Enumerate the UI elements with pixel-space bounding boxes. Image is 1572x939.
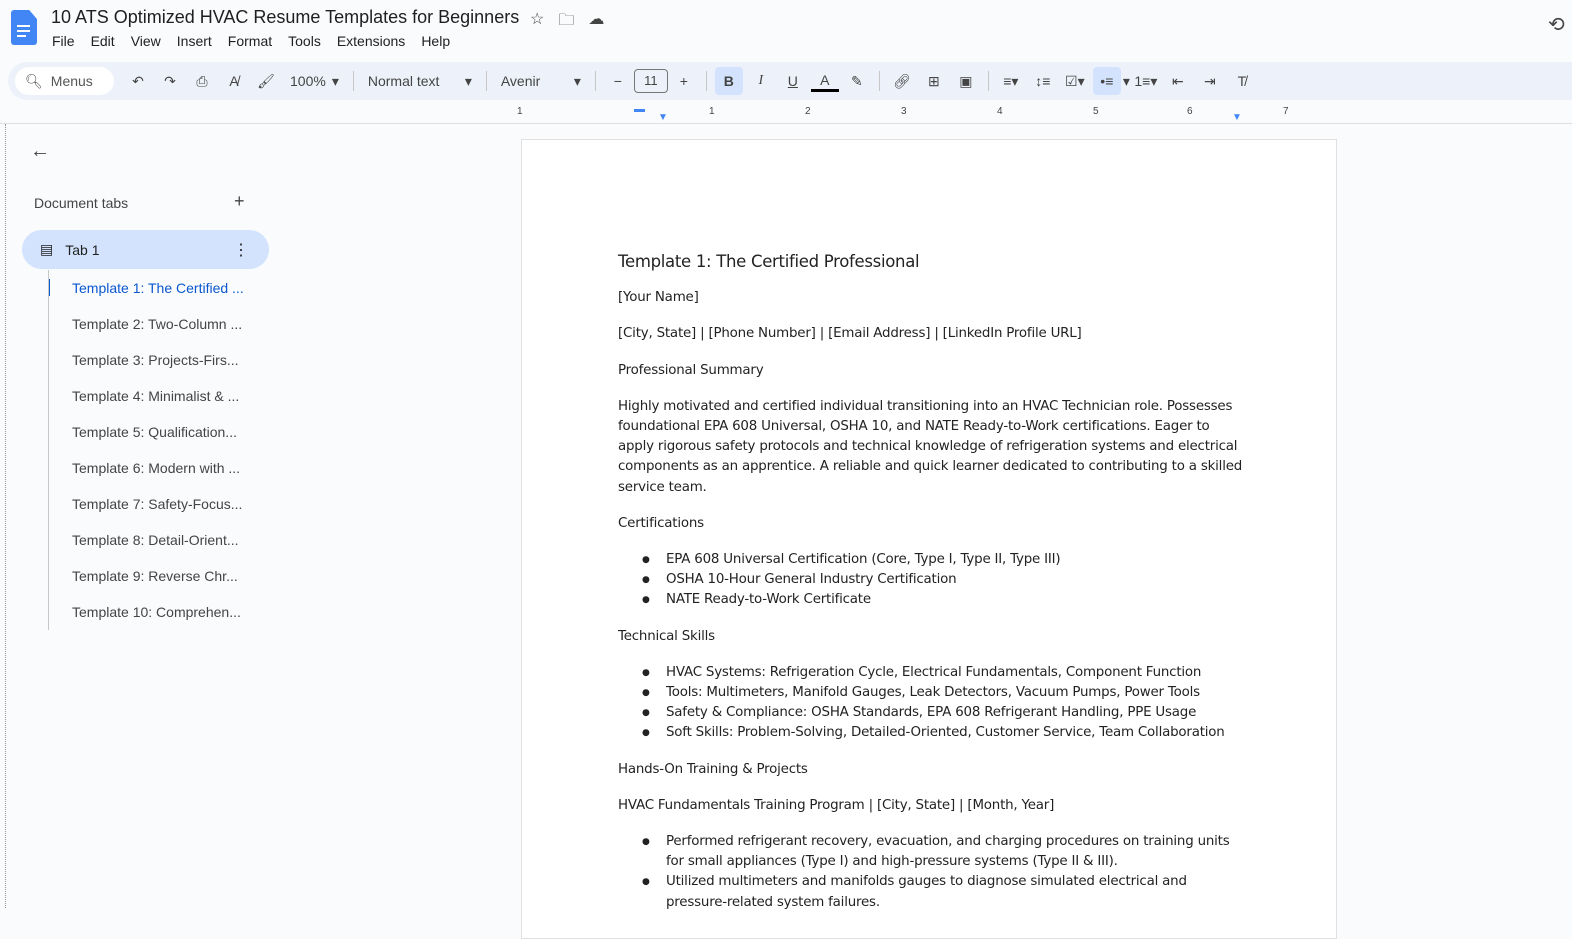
divider <box>988 71 989 91</box>
more-options-icon[interactable]: ⋮ <box>233 241 249 259</box>
insert-image-icon[interactable]: ▣ <box>959 72 973 89</box>
ruler-number: 1 <box>709 106 715 117</box>
name-line: [Your Name] <box>618 290 699 306</box>
document-outline <box>48 270 268 630</box>
right-indent-handle[interactable]: ▼ <box>1232 112 1242 123</box>
outline-item[interactable]: Template 5: Qualification... <box>72 424 237 440</box>
increase-indent-icon[interactable]: ⇥ <box>1204 72 1216 89</box>
section-title: Certifications <box>618 515 704 531</box>
document-tabs-heading: Document tabs <box>34 195 129 211</box>
section-title: Technical Skills <box>618 628 715 644</box>
menu-insert[interactable]: Insert <box>176 33 212 49</box>
vertical-ruler <box>5 124 6 908</box>
list-item: ● Soft Skills: Problem-Solving, Detailed-Oriented, Customer Service, Team Collaboration <box>618 723 1248 743</box>
style-value: Normal text <box>367 73 440 89</box>
zoom-select[interactable] <box>282 73 347 90</box>
menu-file[interactable]: File <box>52 33 75 49</box>
contact-line: [City, State] | [Phone Number] | [Email Address] | [LinkedIn Profile URL] <box>618 326 1082 342</box>
menu-extensions[interactable]: Extensions <box>336 33 406 49</box>
program-line: HVAC Fundamentals Training Program | [City, State] | [Month, Year] <box>618 797 1055 813</box>
section-title: Hands-On Training & Projects <box>618 761 808 777</box>
chevron-down-icon: ▾ <box>331 72 339 89</box>
print-icon[interactable]: ⎙ <box>196 72 208 89</box>
numbered-list-icon[interactable]: 1≡▾ <box>1134 72 1158 89</box>
left-indent-handle[interactable]: ▼ <box>658 112 668 123</box>
style-select[interactable] <box>360 73 480 90</box>
paint-format-icon[interactable]: 🖌︎ <box>257 72 275 89</box>
list-item: ● OSHA 10-Hour General Industry Certification <box>618 570 1248 590</box>
list-item: ● EPA 608 Universal Certification (Core, Type I, Type II, Type III) <box>618 550 1248 570</box>
outline-item[interactable]: Template 6: Modern with ... <box>72 460 241 476</box>
divider <box>595 71 596 91</box>
add-comment-icon[interactable]: ⊞ <box>927 72 940 89</box>
bold-icon[interactable]: B <box>715 67 743 95</box>
chevron-down-icon[interactable]: ▾ <box>1122 72 1130 89</box>
search-icon: 🔍︎ <box>25 72 43 89</box>
align-icon[interactable]: ≡▾ <box>1003 72 1019 89</box>
highlight-icon[interactable]: ✎ <box>850 72 863 89</box>
move-folder-icon[interactable]: 🗀 <box>558 12 575 29</box>
tab-1[interactable] <box>22 230 269 269</box>
list-item: ● NATE Ready-to-Work Certificate <box>618 590 1248 610</box>
title-bar <box>0 0 1572 62</box>
link-icon[interactable]: 🔗︎ <box>892 72 911 89</box>
ruler-number: 1 <box>517 106 523 117</box>
outline-item[interactable]: Template 10: Comprehen... <box>72 604 241 620</box>
outline-item[interactable]: Template 1: The Certified ... <box>49 270 268 306</box>
template-heading: Template 1: The Certified Professional <box>618 252 920 271</box>
ruler-number: 5 <box>1093 106 1099 117</box>
ruler-number: 4 <box>997 106 1003 117</box>
font-value: Avenir <box>500 73 541 89</box>
menu-tools[interactable]: Tools <box>288 33 321 49</box>
section-title: Professional Summary <box>618 362 764 378</box>
outline-item[interactable]: Template 8: Detail-Orient... <box>72 532 239 548</box>
undo-icon[interactable]: ↶ <box>132 72 144 89</box>
line-spacing-icon[interactable]: ↕≡ <box>1035 73 1051 89</box>
search-menus[interactable] <box>15 67 114 95</box>
divider <box>0 123 1572 124</box>
summary-paragraph: Highly motivated and certified individual transitioning into an HVAC Technician role. Possesses foundational EPA 608 Universal, OSHA 10, and NATE Ready-to-Work certifications. Eager to apply rigorous safety protocols and technical knowledge of refrigeration systems and electrical components as an apprentice. A reliable and quick learner dedicated to contributing to a skilled service team. <box>618 398 1243 495</box>
document-title[interactable]: 10 ATS Optimized HVAC Resume Templates for Beginners <box>51 7 520 27</box>
ruler-number: 6 <box>1187 106 1193 117</box>
ruler-number: 2 <box>805 106 811 117</box>
zoom-value: 100% <box>290 73 326 89</box>
decrease-indent-icon[interactable]: ⇤ <box>1172 72 1184 89</box>
menu-edit[interactable]: Edit <box>90 33 115 49</box>
menu-format[interactable]: Format <box>227 33 273 49</box>
add-tab-icon[interactable]: + <box>234 191 245 211</box>
ruler-number: 7 <box>1283 106 1289 117</box>
menu-bar <box>52 33 466 49</box>
list-item: ● Safety & Compliance: OSHA Standards, EPA 608 Refrigerant Handling, PPE Usage <box>618 703 1248 723</box>
tab-label: Tab 1 <box>65 241 100 258</box>
outline-item[interactable]: Template 3: Projects-Firs... <box>72 352 239 368</box>
chevron-down-icon: ▾ <box>464 72 472 89</box>
outline-item[interactable]: Template 7: Safety-Focus... <box>72 496 243 512</box>
search-menus-label: Menus <box>50 73 93 89</box>
menu-view[interactable]: View <box>130 33 161 49</box>
toolbar <box>8 62 1572 100</box>
list-item: ● HVAC Systems: Refrigeration Cycle, Electrical Fundamentals, Component Function <box>618 663 1248 683</box>
clear-formatting-icon[interactable]: T̸ <box>1237 73 1247 89</box>
ruler-number: 3 <box>901 106 907 117</box>
docs-logo-icon[interactable] <box>11 10 37 45</box>
font-size-input[interactable]: 11 <box>634 69 668 93</box>
list-item: ● Tools: Multimeters, Manifold Gauges, Leak Detectors, Vacuum Pumps, Power Tools <box>618 683 1248 703</box>
checklist-icon[interactable]: ☑▾ <box>1065 72 1085 89</box>
divider <box>879 71 880 91</box>
increase-font-size-icon[interactable]: + <box>679 73 688 89</box>
outline-item[interactable]: Template 4: Minimalist & ... <box>72 388 240 404</box>
text-color-icon[interactable]: A <box>811 70 839 92</box>
cloud-saved-icon[interactable]: ☁ <box>588 11 605 28</box>
document-icon: ▤ <box>40 241 54 257</box>
divider <box>353 71 354 91</box>
list-item: ● Utilized multimeters and manifolds gauges to diagnose simulated electrical and pressure-related system failures. <box>618 872 1248 912</box>
skills-list <box>618 663 1248 744</box>
spellcheck-icon[interactable]: A̸ <box>229 73 239 89</box>
decrease-font-size-icon[interactable]: − <box>613 73 622 89</box>
outline-item[interactable]: Template 9: Reverse Chr... <box>72 568 238 584</box>
training-list <box>618 832 1248 913</box>
certifications-list <box>618 550 1248 611</box>
underline-icon[interactable]: U <box>787 73 798 89</box>
first-line-indent-handle[interactable] <box>634 109 645 112</box>
list-item: ● Performed refrigerant recovery, evacuation, and charging procedures on training units for small appliances (Type I) and high-pressure systems (Type II & III). <box>618 832 1248 872</box>
menu-help[interactable]: Help <box>421 33 451 49</box>
document-body[interactable] <box>618 252 1248 929</box>
chevron-down-icon: ▾ <box>573 72 581 89</box>
back-arrow-icon[interactable]: ← <box>30 140 50 162</box>
outline-item[interactable]: Template 2: Two-Column ... <box>72 316 243 332</box>
version-history-icon[interactable]: ⟲ <box>1548 14 1565 36</box>
bulleted-list-icon[interactable]: •≡ <box>1093 67 1121 95</box>
redo-icon[interactable]: ↷ <box>164 72 176 89</box>
divider <box>486 71 487 91</box>
horizontal-ruler[interactable] <box>515 104 1337 124</box>
document-page[interactable] <box>521 139 1337 939</box>
divider <box>706 71 707 91</box>
italic-icon[interactable]: I <box>758 73 764 88</box>
star-icon[interactable]: ☆ <box>530 11 545 28</box>
font-select[interactable] <box>493 73 589 90</box>
